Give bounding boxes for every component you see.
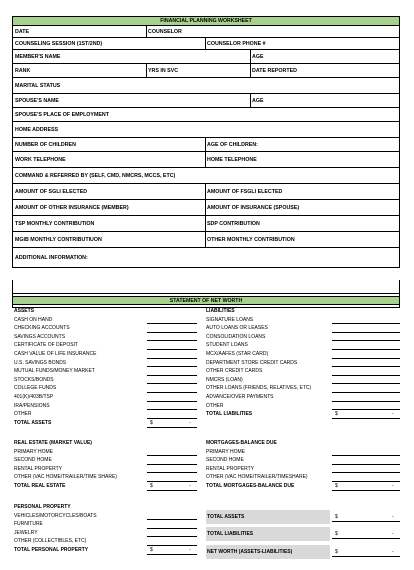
amount-field[interactable] xyxy=(147,332,197,333)
info-row[interactable] xyxy=(12,184,400,200)
currency-symbol: $ xyxy=(150,483,153,489)
field-label: SDP CONTRIBUTION xyxy=(207,220,260,227)
line-item-label: 401(K)/403B/TSP xyxy=(14,394,54,400)
amount-field[interactable] xyxy=(147,536,197,537)
amount-field[interactable] xyxy=(147,418,197,419)
field-label: YRS IN SVC xyxy=(148,67,179,74)
section-heading: PERSONAL PROPERTY xyxy=(14,504,71,510)
field-label: MGIB MONTHLY CONTRIBUTIUON xyxy=(15,236,102,243)
currency-symbol: $ xyxy=(335,483,338,489)
summary-label: TOTAL LIABILITIES xyxy=(207,531,254,537)
net-worth-title: STATEMENT OF NET WORTH xyxy=(12,296,400,305)
amount-field[interactable] xyxy=(332,349,400,350)
amount-field[interactable] xyxy=(147,392,197,393)
amount-dash: - xyxy=(392,483,394,489)
amount-field[interactable] xyxy=(332,383,400,384)
amount-dash: - xyxy=(392,411,394,418)
amount-field[interactable] xyxy=(147,528,197,529)
line-item-label: SAVINGS ACCOUNTS xyxy=(14,333,66,340)
amount-field[interactable] xyxy=(147,349,197,350)
line-item-label: SECOND HOME xyxy=(206,457,244,464)
line-item-label: PRIMARY HOME xyxy=(14,448,53,455)
currency-symbol: $ xyxy=(335,411,338,418)
line-item-label: AUTO LOANS OR LEASES xyxy=(206,325,268,332)
line-item-label: ADVANCE/OVER PAYMENTS xyxy=(206,394,274,400)
amount-field[interactable] xyxy=(147,481,197,482)
info-row[interactable] xyxy=(12,152,400,168)
amount-field[interactable] xyxy=(332,375,400,376)
field-label: AMOUNT OF SGLI ELECTED xyxy=(15,188,88,195)
line-item-label: CHECKING ACCOUNTS xyxy=(14,325,70,332)
line-item-label: CASH VALUE OF LIFE INSURANCE xyxy=(14,351,97,357)
field-label: COUNSELING SESSION (1ST/2ND) xyxy=(15,40,103,47)
info-row[interactable] xyxy=(12,122,400,138)
amount-field[interactable] xyxy=(147,358,197,359)
line-item-label: FURNITURE xyxy=(14,521,43,528)
info-row[interactable] xyxy=(12,64,400,78)
line-item-label: MCX/AAFES (STAR CARD) xyxy=(206,351,269,357)
amount-field[interactable] xyxy=(147,375,197,376)
field-label: COMMAND & REFERRED BY (SELF, CMD, NMCRS, MCCS, ETC) xyxy=(15,172,176,179)
line-item-label: SECOND HOME xyxy=(14,457,52,464)
field-label: NUMBER OF CHILDREN xyxy=(15,141,76,148)
line-item-label: OTHER (VAC HOME/TRAILER/TIMESHARE) xyxy=(206,474,308,481)
line-item-label: DEPARTMENT STORE CREDIT CARDS xyxy=(206,359,298,366)
field-label: AGE OF CHILDREN: xyxy=(207,141,258,148)
amount-dash: - xyxy=(189,547,191,553)
amount-field[interactable] xyxy=(332,481,400,482)
amount-field[interactable] xyxy=(332,358,400,359)
amount-field[interactable] xyxy=(147,366,197,367)
amount-field[interactable] xyxy=(332,332,400,333)
total-amount-field[interactable] xyxy=(147,427,197,428)
total-amount-field[interactable] xyxy=(332,538,400,539)
field-label: AGE xyxy=(252,53,264,60)
amount-field[interactable] xyxy=(332,455,400,456)
field-label: MEMBER'S NAME xyxy=(15,53,61,60)
line-item-label: IRA/PENSIONS xyxy=(14,402,50,409)
line-item-label: OTHER CREDIT CARDS xyxy=(206,368,263,375)
section-heading: MORTGAGES-BALANCE DUE xyxy=(206,440,277,446)
info-row[interactable] xyxy=(12,50,400,64)
total-label: TOTAL LIABILITIES xyxy=(206,411,253,418)
amount-field[interactable] xyxy=(147,464,197,465)
section-heading: ASSETS xyxy=(14,308,35,314)
line-item-label: JEWELRY xyxy=(14,529,38,536)
line-item-label: OTHER xyxy=(14,411,32,418)
line-item-label: SIGNATURE LOANS xyxy=(206,316,254,323)
total-label: TOTAL REAL ESTATE xyxy=(14,483,66,489)
line-item-label: CONSOLIDATION LOANS xyxy=(206,333,266,340)
field-label: AMOUNT OF OTHER INSURANCE (MEMBER) xyxy=(15,204,129,211)
amount-dash: - xyxy=(189,419,191,426)
field-label: TSP MONTHLY CONTRIBUTION xyxy=(15,220,95,227)
line-item-label: CASH ON HAND xyxy=(14,316,53,323)
line-item-label: OTHER xyxy=(206,402,224,409)
currency-symbol: $ xyxy=(150,547,153,553)
amount-field[interactable] xyxy=(147,455,197,456)
amount-field[interactable] xyxy=(332,366,400,367)
info-row[interactable] xyxy=(12,78,400,94)
amount-field[interactable] xyxy=(332,323,400,324)
line-item-label: NMCRS (LOAN) xyxy=(206,376,243,383)
amount-dash: - xyxy=(189,483,191,489)
worksheet xyxy=(12,16,400,566)
line-item-label: OTHER LOANS (FRIENDS, RELATIVES, ETC) xyxy=(206,385,312,392)
field-label: AMOUNT OF INSURANCE (SPOUSE) xyxy=(207,204,300,211)
total-amount-field[interactable] xyxy=(147,554,197,555)
amount-field[interactable] xyxy=(332,472,400,473)
field-label: SPOUSE'S PLACE OF EMPLOYMENT xyxy=(15,111,109,118)
amount-field[interactable] xyxy=(147,323,197,324)
field-label: DATE REPORTED xyxy=(252,67,297,74)
amount-field[interactable] xyxy=(147,409,197,410)
line-item-label: RENTAL PROPERTY xyxy=(14,465,62,472)
amount-field[interactable] xyxy=(147,472,197,473)
field-label: SPOUSE'S NAME xyxy=(15,97,59,104)
line-item-label: U.S. SAVINGS BONDS xyxy=(14,359,67,366)
field-label: ADDITIONAL INFORMATION: xyxy=(15,254,88,261)
amount-field[interactable] xyxy=(147,401,197,402)
section-heading: LIABILITIES xyxy=(206,308,235,314)
total-amount-field[interactable] xyxy=(332,418,400,419)
field-label: AMOUNT OF FSGLI ELECTED xyxy=(207,188,283,195)
line-item-label: COLLEGE FUNDS xyxy=(14,385,57,392)
total-amount-field[interactable] xyxy=(147,490,197,491)
line-item-label: MUTUAL FUNDS/MONEY MARKET xyxy=(14,368,95,375)
summary-label: NET WORTH (ASSETS-LIABILITIES) xyxy=(207,549,293,555)
currency-symbol: $ xyxy=(150,419,153,426)
currency-symbol: $ xyxy=(335,549,338,555)
total-label: TOTAL MORTGAGES-BALANCE DUE xyxy=(206,483,295,489)
amount-dash: - xyxy=(392,549,394,555)
currency-symbol: $ xyxy=(335,531,338,537)
amount-dash: - xyxy=(392,514,394,520)
line-item-label: OTHER (VAC HOME/TRAILER/TIME SHARE) xyxy=(14,474,117,481)
amount-field[interactable] xyxy=(332,409,400,410)
field-label: COUNSELOR PHONE # xyxy=(207,40,266,47)
amount-field[interactable] xyxy=(147,545,197,546)
worksheet-title: FINANCIAL PLANNING WORKSHEET xyxy=(12,16,400,26)
amount-field[interactable] xyxy=(332,464,400,465)
total-label: TOTAL ASSETS xyxy=(14,419,52,426)
total-amount-field[interactable] xyxy=(332,556,400,557)
info-row[interactable] xyxy=(12,38,400,50)
line-item-label: VEHICLES/MOTORCYCLES/BOATS xyxy=(14,512,97,519)
info-row[interactable] xyxy=(12,216,400,232)
field-label: OTHER MONTHLY CONTRIBUTION xyxy=(207,236,295,243)
amount-field[interactable] xyxy=(147,340,197,341)
line-item-label: STOCKS/BONDS xyxy=(14,376,54,383)
field-label: WORK TELEPHONE xyxy=(15,156,66,163)
currency-symbol: $ xyxy=(335,514,338,520)
line-item-label: OTHER (COLLECTIBLES, ETC) xyxy=(14,538,87,545)
total-amount-field[interactable] xyxy=(332,490,400,491)
field-label: MARITAL STATUS xyxy=(15,82,61,89)
amount-field[interactable] xyxy=(147,383,197,384)
total-amount-field[interactable] xyxy=(332,521,400,522)
line-item-label: RENTAL PROPERTY xyxy=(206,465,254,472)
line-item-label: CERTIFICATE OF DEPOSIT xyxy=(14,342,78,349)
amount-field[interactable] xyxy=(332,340,400,341)
info-row[interactable] xyxy=(12,108,400,122)
info-row[interactable] xyxy=(12,248,400,268)
amount-dash: - xyxy=(392,531,394,537)
field-label: HOME ADDRESS xyxy=(15,126,59,133)
info-row[interactable] xyxy=(12,138,400,152)
info-row[interactable] xyxy=(12,168,400,184)
info-row[interactable] xyxy=(12,200,400,216)
field-label: HOME TELEPHONE xyxy=(207,156,257,163)
info-row[interactable] xyxy=(12,232,400,248)
info-row[interactable] xyxy=(12,26,400,38)
summary-label: TOTAL ASSETS xyxy=(207,514,245,520)
line-item-label: PRIMARY HOME xyxy=(206,448,245,455)
field-label: RANK xyxy=(15,67,31,74)
section-heading: REAL ESTATE (MARKET VALUE) xyxy=(14,440,92,446)
total-label: TOTAL PERSONAL PROPERTY xyxy=(14,547,89,553)
info-row[interactable] xyxy=(12,94,400,108)
blank-row[interactable] xyxy=(12,280,400,294)
amount-field[interactable] xyxy=(147,519,197,520)
field-label: DATE xyxy=(15,28,30,35)
amount-field[interactable] xyxy=(332,392,400,393)
field-label: AGE xyxy=(252,97,264,104)
line-item-label: STUDENT LOANS xyxy=(206,342,248,349)
amount-field[interactable] xyxy=(332,401,400,402)
field-label: COUNSELOR xyxy=(148,28,182,35)
